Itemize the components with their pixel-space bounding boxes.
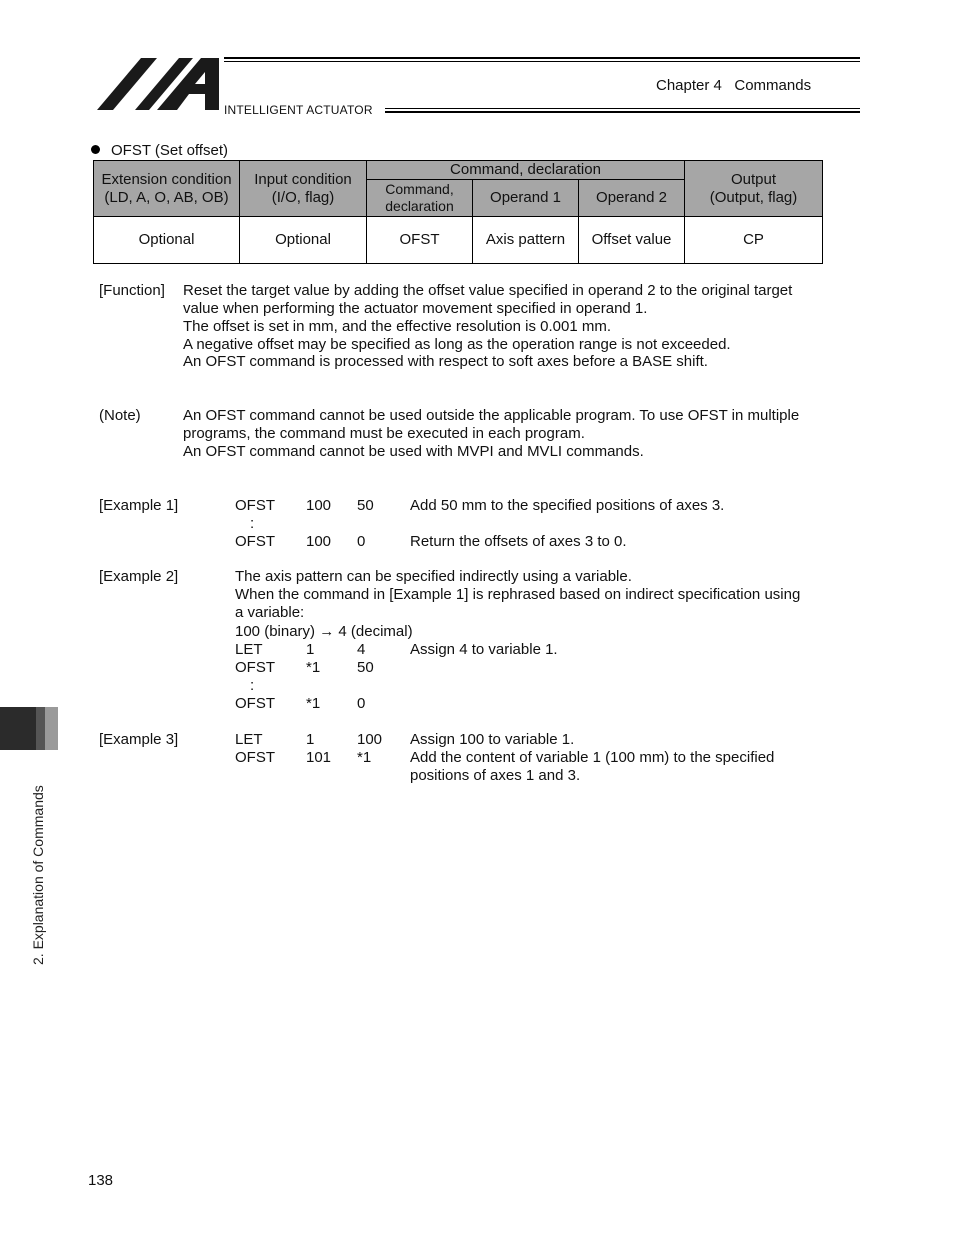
example2-line: The axis pattern can be specified indirectly using a variable. [235,568,632,585]
cell-input: Optional [240,217,367,264]
code-operand1: 1 [306,641,315,658]
header-rule-bottom-thick [385,111,860,113]
bullet-icon [91,145,100,154]
function-line: A negative offset may be specified as long as the operation range is not exceeded. [183,336,731,353]
code-ellipsis: : [250,677,255,694]
code-operand1: 100 [306,497,332,514]
example2-line: When the command in [Example 1] is rephrased based on indirect specification using [235,586,801,603]
code-command: LET [235,641,263,658]
code-operand1: 101 [306,749,332,766]
page-number: 138 [88,1172,114,1189]
code-operand2: 100 [357,731,383,748]
header-output: Output (Output, flag) [685,161,823,217]
function-line: An OFST command is processed with respect to soft axes before a BASE shift. [183,353,708,370]
header-command-group: Command, declaration [367,161,685,180]
header-input-condition: Input condition (I/O, flag) [240,161,367,217]
header-rule-top-thin [224,61,860,62]
code-operand1: 1 [306,731,315,748]
note-line: An OFST command cannot be used with MVPI and MVLI commands. [183,443,644,460]
code-command: OFST [235,695,275,712]
example2-label: [Example 2] [99,568,179,585]
code-comment: Add the content of variable 1 (100 mm) to the specified [410,749,775,766]
note-label: (Note) [99,407,141,424]
table-row [94,217,823,264]
header-rule-top [224,57,860,59]
cell-output: CP [685,217,823,264]
chapter-title: Chapter 4 Commands [656,77,812,94]
code-operand2: *1 [357,749,372,766]
code-operand1: *1 [306,659,321,676]
code-command: OFST [235,497,275,514]
example1-label: [Example 1] [99,497,179,514]
function-line: value when performing the actuator movement specified in operand 1. [183,300,648,317]
function-line: The offset is set in mm, and the effective resolution is 0.001 mm. [183,318,611,335]
header-extension-condition: Extension condition (LD, A, O, AB, OB) [94,161,240,217]
function-line: Reset the target value by adding the offset value specified in operand 2 to the original target [183,282,793,299]
code-comment: positions of axes 1 and 3. [410,767,581,784]
example2-line: a variable: [235,604,305,621]
cell-extension: Optional [94,217,240,264]
example2-line: 100 (binary) → 4 (decimal) [235,623,413,640]
cell-command: OFST [367,217,473,264]
code-command: OFST [235,533,275,550]
code-operand2: 50 [357,497,374,514]
logo-caption: INTELLIGENT ACTUATOR [224,103,373,117]
code-operand2: 4 [357,641,366,658]
cell-operand2: Offset value [579,217,685,264]
code-command: LET [235,731,263,748]
side-vertical-label: 2. Explanation of Commands [30,785,46,965]
chapter-side-tab [0,707,58,750]
code-operand1: 100 [306,533,332,550]
example3-label: [Example 3] [99,731,179,748]
code-command: OFST [235,659,275,676]
code-comment: Assign 4 to variable 1. [410,641,558,658]
code-operand2: 0 [357,533,366,550]
note-line: An OFST command cannot be used outside the applicable program. To use OFST in multiple [183,407,800,424]
code-comment: Add 50 mm to the specified positions of axes 3. [410,497,725,514]
cell-operand1: Axis pattern [473,217,579,264]
function-label: [Function] [99,282,165,299]
header-operand2: Operand 2 [579,180,685,217]
iai-logo [97,58,219,110]
code-comment: Assign 100 to variable 1. [410,731,575,748]
header-command: Command, declaration [367,180,473,217]
code-operand2: 50 [357,659,374,676]
code-operand2: 0 [357,695,366,712]
code-operand1: *1 [306,695,321,712]
header-operand1: Operand 1 [473,180,579,217]
section-title: OFST (Set offset) [111,142,228,159]
header-rule-bottom [385,108,860,109]
note-line: programs, the command must be executed in each program. [183,425,585,442]
code-ellipsis: : [250,515,255,532]
command-table [93,160,823,264]
code-comment: Return the offsets of axes 3 to 0. [410,533,627,550]
code-command: OFST [235,749,275,766]
